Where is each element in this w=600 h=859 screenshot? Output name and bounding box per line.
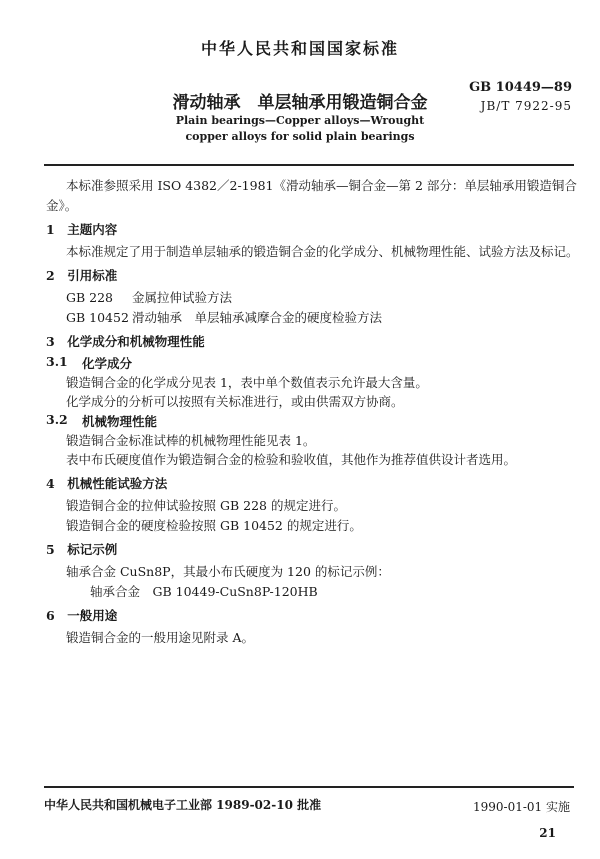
section-4-heading: 4 机械性能试验方法 [46, 476, 168, 491]
header-divider [44, 164, 574, 166]
page-number: 21 [539, 826, 556, 840]
section-4-line: 锻造铜合金的拉伸试验按照 GB 228 的规定进行。 [66, 498, 346, 513]
reference-title: 滑动轴承 单层轴承减摩合金的硬度检验方法 [132, 310, 383, 325]
intro-line-1: 本标准参照采用 ISO 4382／2-1981《滑动轴承—铜合金—第 2 部分：单层轴承用锻造铜合 [66, 178, 577, 193]
subsection-3-1-line: 化学成分的分析可以按照有关标准进行，或由供需双方协商。 [66, 394, 404, 409]
section-5-line: 轴承合金 CuSn8P，其最小布氏硬度为 120 的标记示例： [66, 564, 390, 579]
issuing-organization: 中华人民共和国国家标准 [200, 39, 399, 58]
document-title-english-line2: copper alloys for solid plain bearings [185, 130, 415, 143]
section-6-heading: 6 一般用途 [46, 608, 118, 623]
subsection-3-2-line: 锻造铜合金标准试棒的机械物理性能见表 1。 [66, 433, 316, 448]
effective-date: 1990-01-01 实施 [472, 800, 570, 814]
section-1-text: 本标准规定了用于制造单层轴承的锻造铜合金的化学成分、机械物理性能、试验方法及标记。 [66, 244, 579, 259]
reference-code: GB 228 [66, 290, 114, 305]
subsection-3-1-number: 3.1 [46, 354, 68, 369]
document-title-english-line1: Plain bearings—Copper alloys—Wrought [175, 114, 425, 127]
subsection-3-2-line: 表中布氏硬度值作为锻造铜合金的检验和验收值，其他作为推荐值供设计者选用。 [66, 452, 517, 467]
subsection-3-2-title: 机械物理性能 [82, 414, 158, 429]
subsection-3-1-title: 化学成分 [82, 356, 133, 371]
section-6-text: 锻造铜合金的一般用途见附录 A。 [66, 630, 255, 645]
subsection-3-2-number: 3.2 [46, 412, 68, 427]
section-2-heading: 2 引用标准 [46, 268, 118, 283]
subsection-3-1-line: 锻造铜合金的化学成分见表 1，表中单个数值表示允许最大含量。 [66, 375, 428, 390]
standard-code-jbt: JB/T 7922-95 [480, 99, 572, 113]
section-3-heading: 3 化学成分和机械物理性能 [46, 334, 205, 349]
reference-code: GB 10452 [66, 310, 129, 325]
approval-statement: 中华人民共和国机械电子工业部 1989-02-10 批准 [44, 798, 322, 812]
section-5-marking-example: 轴承合金 GB 10449-CuSn8P-120HB [90, 584, 318, 599]
reference-title: 金属拉伸试验方法 [132, 290, 233, 305]
document-title-chinese: 滑动轴承 单层轴承用锻造铜合金 [172, 93, 428, 113]
section-5-heading: 5 标记示例 [46, 542, 118, 557]
section-1-heading: 1 主题内容 [46, 222, 118, 237]
section-4-line: 锻造铜合金的硬度检验按照 GB 10452 的规定进行。 [66, 518, 362, 533]
intro-line-2: 金》。 [46, 198, 78, 213]
footer-divider [44, 786, 574, 788]
standard-code-gb: GB 10449—89 [469, 80, 572, 95]
